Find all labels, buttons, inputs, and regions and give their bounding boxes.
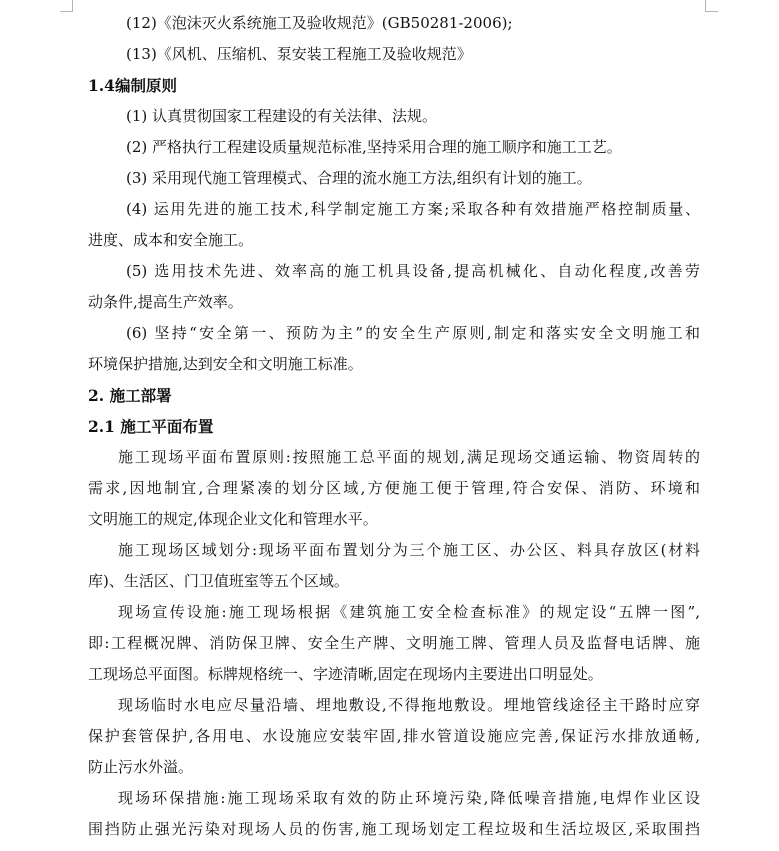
page-corner-mark-left bbox=[60, 0, 73, 12]
text-line: (2) 严格执行工程建设质量规范标准,坚持采用合理的施工顺序和施工工艺。 bbox=[126, 138, 622, 156]
text-line: 防止污水外溢。 bbox=[88, 758, 194, 776]
section-heading: 2. 施工部署 bbox=[88, 386, 172, 405]
text-line: 环境保护措施,达到安全和文明施工标准。 bbox=[88, 355, 363, 373]
section-heading: 1.4编制原则 bbox=[88, 76, 177, 95]
text-line: 围挡防止强光污染对现场人员的伤害,施工现场划定工程垃圾和生活垃圾区,采取围挡 bbox=[88, 820, 700, 838]
section-heading: 2.1 施工平面布置 bbox=[88, 417, 214, 436]
text-line: 现场临时水电应尽量沿墙、埋地敷设,不得拖地敷设。埋地管线途径主干路时应穿 bbox=[118, 696, 700, 714]
text-line: 施工现场平面布置原则:按照施工总平面的规划,满足现场交通运输、物资周转的 bbox=[118, 448, 700, 466]
page-corner-mark-right bbox=[705, 0, 718, 12]
text-line: 施工现场区域划分:现场平面布置划分为三个施工区、办公区、料具存放区(材料 bbox=[118, 541, 700, 559]
text-line: (4) 运用先进的施工技术,科学制定施工方案;采取各种有效措施严格控制质量、 bbox=[126, 200, 700, 218]
text-line: (5) 选用技术先进、效率高的施工机具设备,提高机械化、自动化程度,改善劳 bbox=[126, 262, 700, 280]
text-line: (3) 采用现代施工管理模式、合理的流水施工方法,组织有计划的施工。 bbox=[126, 169, 592, 187]
text-line: 需求,因地制宜,合理紧凑的划分区域,方便施工便于管理,符合安保、消防、环境和 bbox=[88, 479, 700, 497]
text-line: 现场宣传设施:施工现场根据《建筑施工安全检查标准》的规定设“五牌一图”, bbox=[118, 603, 700, 621]
text-line: (12)《泡沫灭火系统施工及验收规范》(GB50281-2006); bbox=[126, 14, 513, 32]
text-line: 即:工程概况牌、消防保卫牌、安全生产牌、文明施工牌、管理人员及监督电话牌、施 bbox=[88, 634, 700, 652]
text-line: 动条件,提高生产效率。 bbox=[88, 293, 243, 311]
text-line: (6) 坚持“安全第一、预防为主”的安全生产原则,制定和落实安全文明施工和 bbox=[126, 324, 700, 342]
text-line: 进度、成本和安全施工。 bbox=[88, 231, 254, 249]
text-line: 工现场总平面图。标牌规格统一、字迹清晰,固定在现场内主要进出口明显处。 bbox=[88, 665, 603, 683]
text-line: 库)、生活区、门卫值班室等五个区域。 bbox=[88, 572, 349, 590]
text-line: 文明施工的规定,体现企业文化和管理水平。 bbox=[88, 510, 378, 528]
text-line: 现场环保措施:施工现场采取有效的防止环境污染,降低噪音措施,电焊作业区设 bbox=[118, 789, 700, 807]
text-line: 保护套管保护,各用电、水设施应安装牢固,排水管道设施应完善,保证污水排放通畅, bbox=[88, 727, 700, 745]
document-page bbox=[88, 8, 700, 845]
text-line: (13)《风机、压缩机、泵安装工程施工及验收规范》 bbox=[126, 45, 472, 63]
text-line: (1) 认真贯彻国家工程建设的有关法律、法规。 bbox=[126, 107, 438, 125]
